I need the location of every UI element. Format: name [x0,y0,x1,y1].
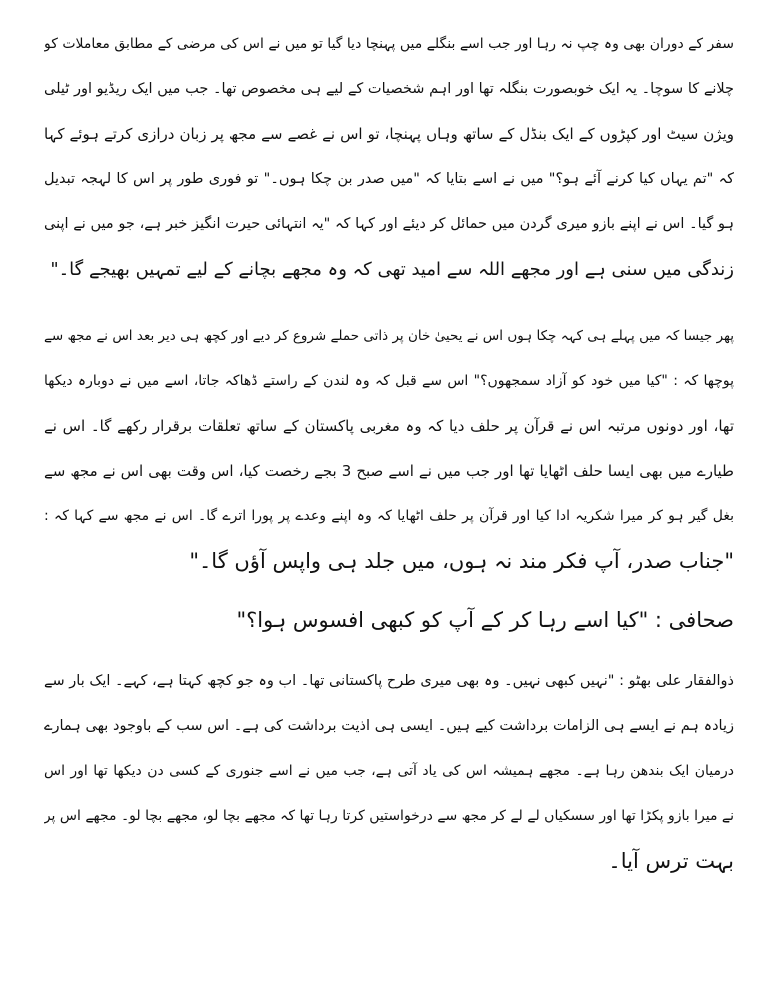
document-page [44,22,734,884]
text-line: چلانے کا سوچا۔ یہ ایک خوبصورت بنگلہ تھا اور اہم شخصیات کے لیے ہی مخصوص تھا۔ جب میں ایک ریڈیو اور ٹیلی [44,81,734,97]
paragraph-2 [44,314,734,584]
text-line: ذوالفقار علی بھٹو : "نہیں کبھی نہیں۔ وہ بھی میری طرح پاکستانی تھا۔ اب وہ جو کچھ کہتا ہے، کہے۔ ایک بار سے [44,673,734,689]
text-line: "جناب صدر، آپ فکر مند نہ ہوں، میں جلد ہی واپس آؤں گا۔" [189,549,734,573]
text-line: سفر کے دوران بھی وہ چپ نہ رہا اور جب اسے بنگلے میں پہنچا دیا گیا تو میں نے اس کی مرضی کے مطابق معاملات کو [44,36,734,52]
text-line: صحافی : "کیا اسے رہا کر کے آپ کو کبھی افسوس ہوا؟" [236,608,734,632]
paragraph-4-answer [44,659,734,884]
text-line: بہت ترس آیا۔ [608,849,734,873]
text-line: پھر جیسا کہ میں پہلے ہی کہہ چکا ہوں اس نے یحییٰ خان پر ذاتی حملے شروع کر دیے اور کچھ ہی دیر بعد اس نے مجھ سے [44,328,734,344]
paragraph-3-question [44,598,734,643]
text-line: زندگی میں سنی ہے اور مجھے اللہ سے امید تھی کہ وہ مجھے بچانے کے لیے تمہیں بھیجے گا۔" [50,259,734,280]
text-line: زیادہ ہم نے ایسے ہی الزامات برداشت کیے ہیں۔ ایسی ہی اذیت برداشت کی ہے۔ اس سب کے باوجود بھی ہمارے [44,718,734,734]
text-line: ہو گیا۔ اس نے اپنے بازو میری گردن میں حمائل کر دیئے اور کہا کہ "یہ انتہائی حیرت انگیز خبر ہے، جو میں نے اپنی [44,216,734,232]
text-line: درمیان ایک بندھن رہا ہے۔ مجھے ہمیشہ اس کی یاد آتی ہے، جب میں نے اسے جنوری کے کسی دن دیکھا تھا اور اس [44,763,734,779]
text-line: ویژن سیٹ اور کپڑوں کے ایک بنڈل کے ساتھ وہاں پہنچا، تو اس نے غصے سے مجھ پر زبان درازی کرتے ہوئے کہا [44,125,734,143]
text-line: طیارے میں بھی ایسا حلف اٹھایا تھا اور جب میں نے اسے صبح 3 بجے رخصت کیا، اس وقت بھی اس نے مجھ سے [44,462,734,480]
text-line: بغل گیر ہو کر میرا شکریہ ادا کیا اور قرآن پر حلف اٹھایا کہ وہ اپنے وعدے پر پورا اترے گا۔ اس نے مجھ سے کہا کہ : [44,508,734,524]
text-line: پوچھا کہ : "کیا میں خود کو آزاد سمجھوں؟" اس سے قبل کہ وہ لندن کے راستے ڈھاکہ جاتا، اسے میں نے دوبارہ دیکھا [44,373,734,389]
paragraph-1 [44,22,734,292]
text-line: کہ "تم یہاں کیا کرنے آئے ہو؟" میں نے اسے بتایا کہ "میں صدر بن چکا ہوں۔" تو فوری طور پر اس کا لہجہ تبدیل [44,171,734,187]
text-line: تھا، اور دونوں مرتبہ اس نے قرآن پر حلف دیا کہ وہ مغربی پاکستان کے ساتھ تعلقات برقرار رکھے گا۔ اس نے [44,417,734,435]
text-line: نے میرا بازو پکڑا تھا اور سسکیاں لے لے کر مجھ سے درخواستیں کرتا رہا تھا کہ مجھے بچا لو، مجھے بچا لو۔ مجھے اس پر [44,808,734,824]
